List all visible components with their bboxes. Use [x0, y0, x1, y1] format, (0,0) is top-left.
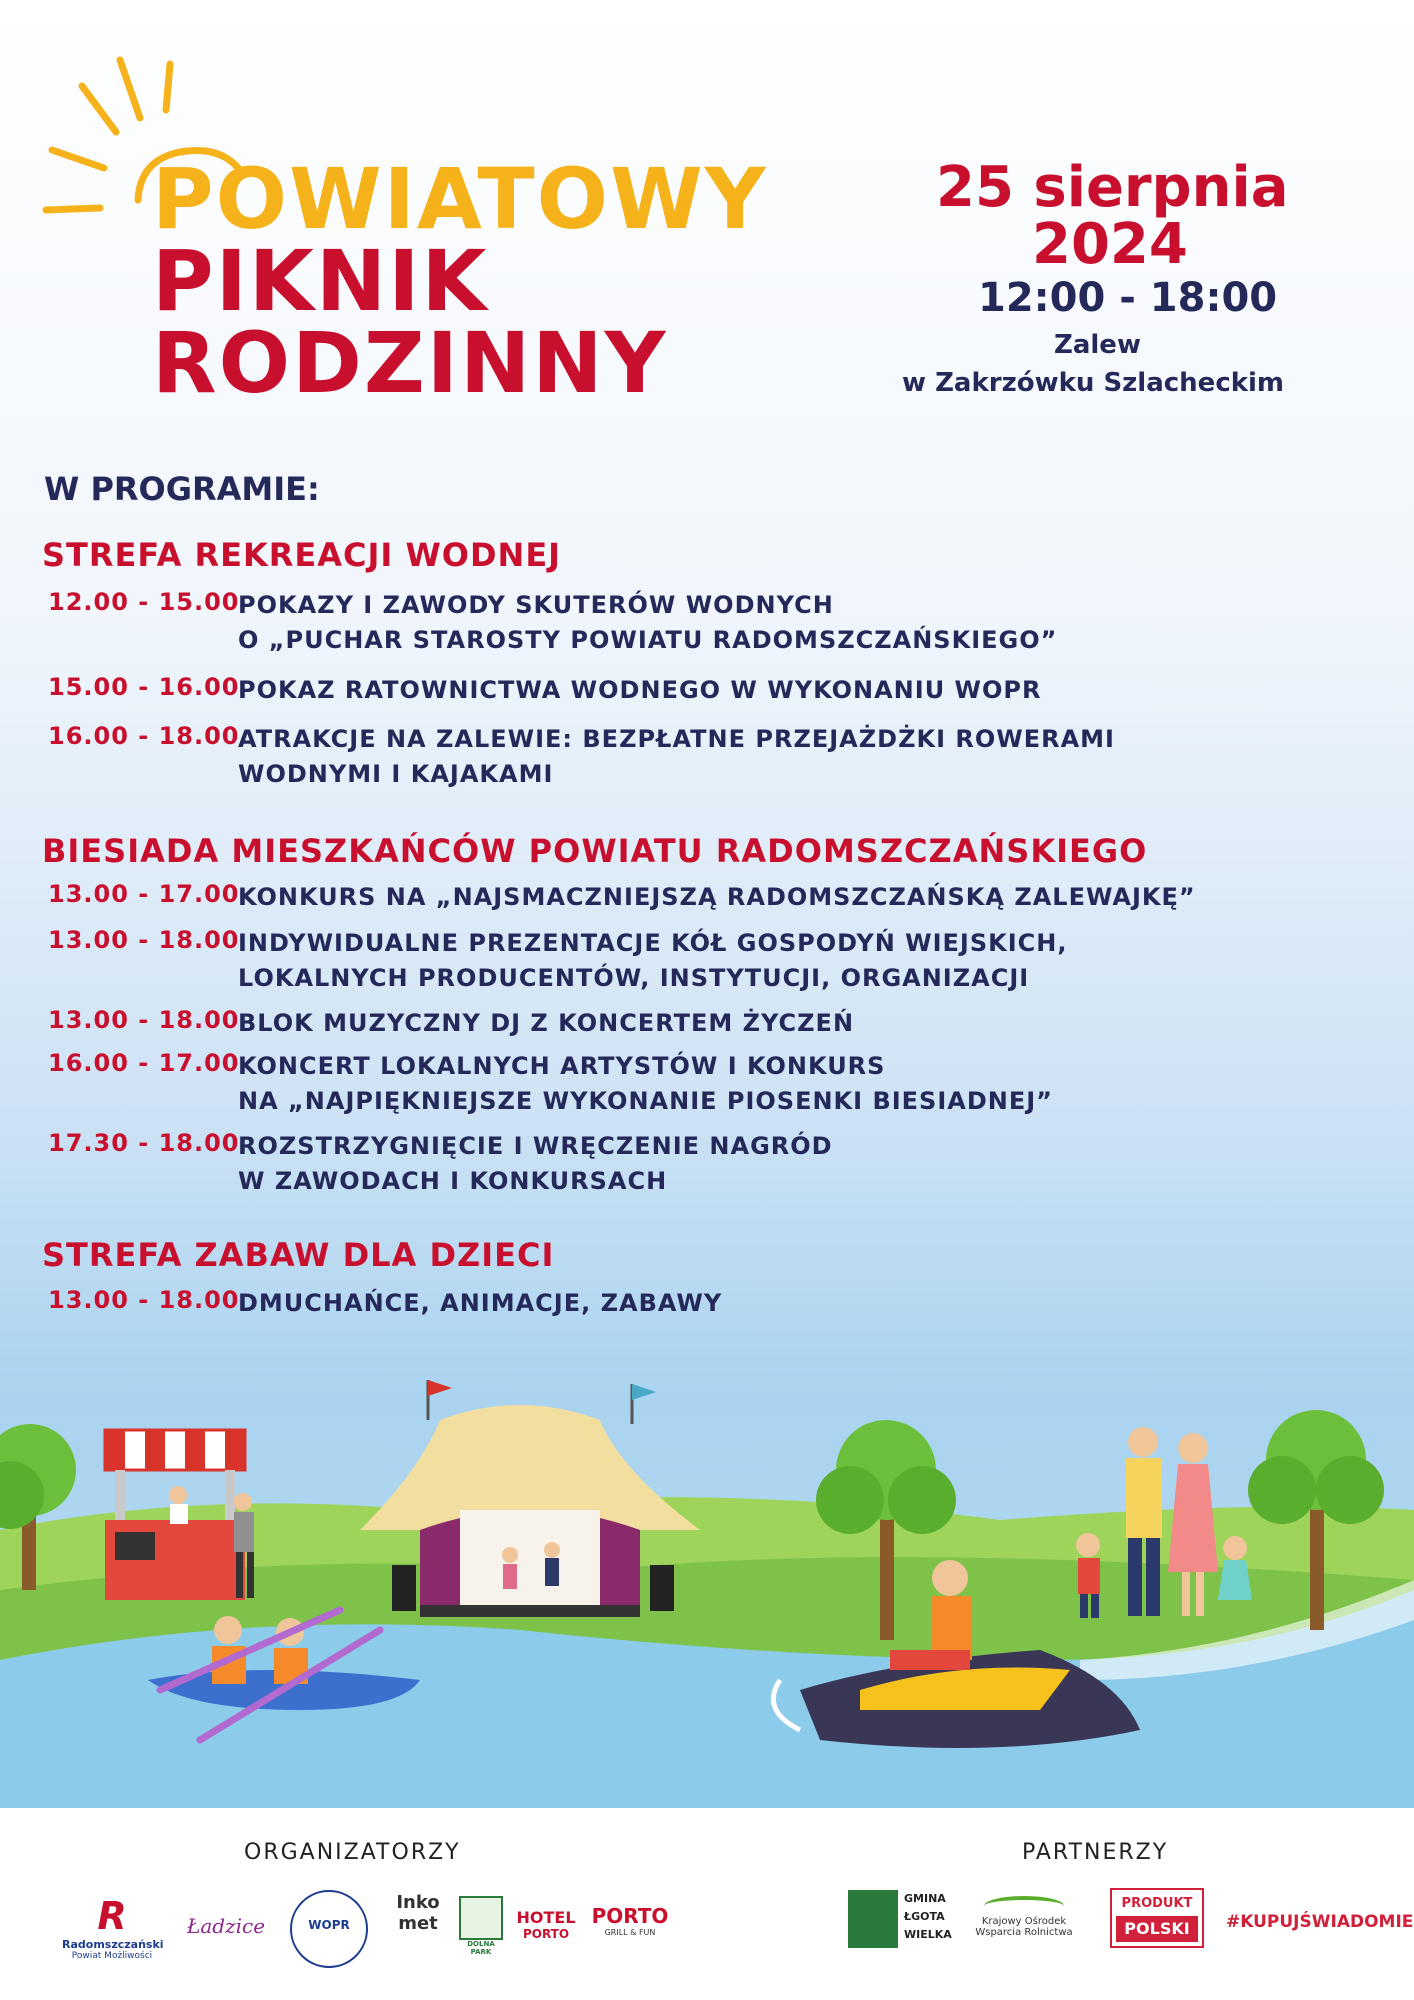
- event-place-line2: w Zakrzówku Szlacheckim: [902, 368, 1285, 398]
- schedule-desc: ATRAKCJE NA ZALEWIE: BEZPŁATNE PRZEJAŻDŻKI ROWERAMI WODNYMI I KAJAKAMI: [238, 725, 1115, 788]
- section-title: STREFA REKREACJI WODNEJ: [42, 536, 562, 574]
- schedule-time: 13.00 - 18.00: [48, 1006, 240, 1034]
- section-title: STREFA ZABAW DLA DZIECI: [42, 1236, 555, 1274]
- wopr-logo: WOPR: [290, 1890, 368, 1968]
- schedule-desc: KONKURS NA „NAJSMACZNIEJSZĄ RADOMSZCZAŃSKĄ ZALEWAJKĘ”: [238, 883, 1196, 911]
- event-date-year: 2024: [1032, 212, 1188, 277]
- schedule-desc: INDYWIDUALNE PREZENTACJE KÓŁ GOSPODYŃ WIEJSKICH, LOKALNYCH PRODUCENTÓW, INSTYTUCJI, ORGANIZACJI: [238, 929, 1068, 992]
- gmina-lgota-wielka-logo: GMINA ŁGOTA WIELKA: [848, 1890, 940, 1948]
- program-heading: W PROGRAMIE:: [44, 470, 320, 508]
- picnic-illustration: [0, 1360, 1414, 1810]
- partners-label: PARTNERZY: [1022, 1840, 1169, 1865]
- event-hours: 12:00 - 18:00: [978, 275, 1278, 321]
- schedule-time: 13.00 - 18.00: [48, 926, 240, 954]
- inkomet-logo: Inko met: [396, 1892, 440, 1934]
- schedule-time: 15.00 - 16.00: [48, 673, 240, 701]
- schedule-time: 13.00 - 17.00: [48, 880, 240, 908]
- gmina-ladzice-logo: Ładzice: [186, 1914, 266, 1938]
- schedule-time: 17.30 - 18.00: [48, 1129, 240, 1157]
- schedule-desc: KONCERT LOKALNYCH ARTYSTÓW I KONKURS NA „NAJPIĘKNIEJSZE WYKONANIE PIOSENKI BIESIADNEJ”: [238, 1052, 1053, 1115]
- porto-grill-logo: PORTO GRILL & FUN: [591, 1904, 669, 1937]
- event-date-day: 25 sierpnia: [936, 155, 1289, 220]
- title-line-2: PIKNIK: [152, 232, 489, 330]
- schedule-time: 16.00 - 17.00: [48, 1049, 240, 1077]
- schedule-desc: POKAZ RATOWNICTWA WODNEGO W WYKONANIU WOPR: [238, 676, 1042, 704]
- produkt-polski-logo: PRODUKT POLSKI: [1110, 1888, 1204, 1948]
- hashtag-text: #KUPUJŚWIADOMIE: [1226, 1912, 1414, 1932]
- schedule-desc: BLOK MUZYCZNY DJ Z KONCERTEM ŻYCZEŃ: [238, 1009, 855, 1037]
- event-place-line1: Zalew: [1054, 330, 1141, 360]
- schedule-time: 12.00 - 15.00: [48, 588, 240, 616]
- dolna-park-logo: DOLNA PARK: [458, 1896, 504, 1956]
- schedule-time: 13.00 - 18.00: [48, 1286, 240, 1314]
- title-line-1: POWIATOWY: [152, 150, 768, 248]
- schedule-desc: ROZSTRZYGNIĘCIE I WRĘCZENIE NAGRÓD W ZAWODACH I KONKURSACH: [238, 1132, 833, 1195]
- organizers-label: ORGANIZATORZY: [244, 1840, 461, 1865]
- section-title: BIESIADA MIESZKAŃCÓW POWIATU RADOMSZCZAŃSKIEGO: [42, 832, 1148, 870]
- hotel-porto-logo: HOTEL PORTO: [516, 1908, 576, 1941]
- schedule-desc: POKAZY I ZAWODY SKUTERÓW WODNYCH O „PUCHAR STAROSTY POWIATU RADOMSZCZAŃSKIEGO”: [238, 591, 1058, 654]
- kowr-logo: Krajowy Ośrodek Wsparcia Rolnictwa: [974, 1896, 1074, 1938]
- title-line-3: RODZINNY: [152, 314, 668, 412]
- footer: [0, 1808, 1414, 2000]
- schedule-desc: DMUCHAŃCE, ANIMACJE, ZABAWY: [238, 1289, 723, 1317]
- schedule-time: 16.00 - 18.00: [48, 722, 240, 750]
- radomszczanski-logo: R Radomszczański Powiat Możliwości: [62, 1894, 164, 1961]
